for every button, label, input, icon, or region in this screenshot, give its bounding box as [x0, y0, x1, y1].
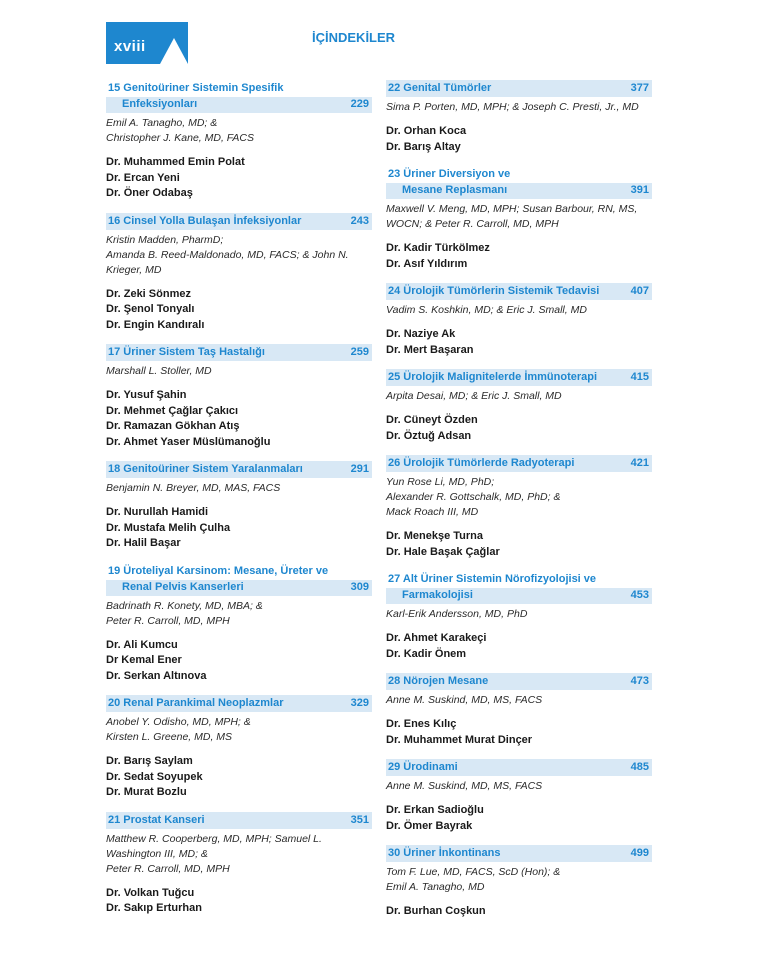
toc-chapter-entry — [106, 461, 372, 552]
page-title: İÇİNDEKİLER — [312, 30, 396, 45]
chapter-heading[interactable] — [386, 571, 652, 604]
toc-chapter-entry — [386, 80, 652, 155]
author-line: Yun Rose Li, MD, PhD; — [386, 476, 495, 488]
toc-chapter-entry — [106, 695, 372, 801]
toc-chapter-entry — [386, 845, 652, 920]
toc-left-column — [106, 80, 372, 928]
chapter-heading[interactable] — [106, 812, 372, 829]
translator-name: Dr. Volkan Tuğcu — [106, 886, 195, 899]
chapter-heading[interactable] — [106, 80, 372, 113]
chapter-page-number: 421 — [630, 457, 649, 469]
author-line: WOCN; & Peter R. Carroll, MD, MPH — [386, 218, 559, 230]
chapter-page-number: 243 — [350, 214, 369, 227]
chapter-translators — [386, 904, 652, 920]
author-line: Emil A. Tanagho, MD — [386, 881, 485, 893]
chapter-authors — [386, 389, 652, 404]
translator-name: Dr. Şenol Tonyalı — [106, 303, 195, 315]
chapter-title-line: 26 Ürolojik Tümörlerde Radyoterapi — [388, 457, 575, 469]
chapter-authors — [106, 233, 372, 278]
translator-name: Dr. Enes Kılıç — [386, 718, 457, 730]
author-line: Marshall L. Stoller, MD — [106, 365, 212, 377]
chapter-authors — [106, 481, 372, 496]
chapter-translators — [386, 124, 652, 155]
chapter-translators — [386, 241, 652, 272]
translator-name: Dr. Ramazan Gökhan Atış — [106, 420, 240, 432]
chapter-title-line: Mesane Replasmanı — [402, 184, 508, 196]
chapter-heading[interactable] — [106, 213, 372, 230]
translator-name: Dr. Hale Başak Çağlar — [386, 545, 500, 558]
chapter-page-number: 485 — [630, 761, 649, 773]
translator-name: Dr. Menekşe Turna — [386, 530, 483, 542]
author-line: Peter R. Carroll, MD, MPH — [106, 862, 230, 875]
chapter-translators — [386, 413, 652, 444]
chapter-title-line: Farmakolojisi — [402, 589, 473, 601]
chapter-title-line: 19 Üroteliyal Karsinom: Mesane, Üreter ve — [106, 563, 372, 580]
chapter-title-line: 23 Üriner Diversiyon ve — [386, 166, 652, 183]
author-line: Arpita Desai, MD; & Eric J. Small, MD — [386, 390, 562, 402]
chapter-authors — [106, 599, 372, 629]
chapter-authors — [106, 364, 372, 379]
chapter-translators — [386, 717, 652, 748]
translator-name: Dr. Nurullah Hamidi — [106, 506, 209, 518]
chapter-title-line: 20 Renal Parankimal Neoplazmlar — [108, 697, 284, 709]
toc-chapter-entry — [386, 455, 652, 560]
translator-name: Dr. Erkan Sadioğlu — [386, 804, 484, 816]
author-line: Tom F. Lue, MD, FACS, ScD (Hon); & — [386, 866, 561, 878]
translator-name: Dr. Ercan Yeni — [106, 171, 180, 184]
author-line: Amanda B. Reed-Maldonado, MD, FACS; & John N. — [106, 248, 349, 261]
translator-name: Dr. Ahmet Yaser Müslümanoğlu — [106, 435, 271, 448]
chapter-page-number: 351 — [350, 813, 369, 826]
chapter-translators — [106, 155, 372, 202]
chapter-translators — [386, 529, 652, 560]
chapter-title-line: 29 Ürodinami — [388, 761, 458, 773]
chapter-authors — [386, 475, 652, 520]
translator-name: Dr. Engin Kandıralı — [106, 318, 205, 331]
author-line: Alexander R. Gottschalk, MD, PhD; & — [386, 491, 561, 503]
author-line: Anne M. Suskind, MD, MS, FACS — [386, 780, 543, 792]
chapter-authors — [106, 832, 372, 877]
chapter-page-number: 473 — [630, 675, 649, 687]
chapter-title-line: 24 Ürolojik Tümörlerin Sistemik Tedavisi — [388, 285, 600, 297]
chapter-title-line: Renal Pelvis Kanserleri — [122, 580, 244, 593]
author-line: Badrinath R. Konety, MD, MBA; & — [106, 599, 263, 612]
page-number: xviii — [114, 38, 146, 55]
translator-name: Dr. Asıf Yıldırım — [386, 257, 468, 270]
author-line: Kristin Madden, PharmD; — [106, 233, 224, 246]
translator-name: Dr. Barış Altay — [386, 140, 461, 153]
toc-chapter-entry — [386, 166, 652, 272]
translator-name: Dr. Mert Başaran — [386, 343, 474, 356]
chapter-page-number: 291 — [350, 463, 369, 475]
author-line: Benjamin N. Breyer, MD, MAS, FACS — [106, 482, 281, 494]
chapter-page-number: 391 — [630, 184, 649, 196]
chapter-title-line: 15 Genitoüriner Sistemin Spesifik — [106, 80, 372, 97]
chapter-heading[interactable] — [106, 344, 372, 361]
toc-chapter-entry — [386, 673, 652, 748]
chapter-heading[interactable] — [386, 759, 652, 776]
toc-chapter-entry — [106, 80, 372, 202]
author-line: Maxwell V. Meng, MD, MPH; Susan Barbour, RN, MS, — [386, 203, 638, 215]
chapter-heading[interactable] — [386, 166, 652, 199]
tab-notch-decoration — [160, 38, 188, 64]
translator-name: Dr. Murat Bozlu — [106, 786, 187, 798]
chapter-title-line: 16 Cinsel Yolla Bulaşan İnfeksiyonlar — [108, 214, 302, 227]
translator-name: Dr. Muhammed Emin Polat — [106, 156, 245, 168]
author-line: Kirsten L. Greene, MD, MS — [106, 731, 233, 743]
chapter-page-number: 499 — [630, 847, 649, 859]
chapter-title-line: Enfeksiyonları — [122, 98, 198, 110]
author-line: Peter R. Carroll, MD, MPH — [106, 614, 230, 627]
chapter-translators — [386, 803, 652, 834]
chapter-translators — [106, 754, 372, 801]
chapter-title-line: 25 Ürolojik Malignitelerde İmmünoterapi — [388, 371, 598, 383]
translator-name: Dr. Mehmet Çağlar Çakıcı — [106, 404, 239, 417]
translator-name: Dr. Cüneyt Özden — [386, 414, 478, 426]
chapter-authors — [106, 715, 372, 745]
chapter-heading[interactable] — [386, 845, 652, 862]
chapter-page-number: 407 — [630, 285, 649, 297]
chapter-title-line: 28 Nörojen Mesane — [388, 675, 489, 687]
author-line: Christopher J. Kane, MD, FACS — [106, 132, 255, 144]
chapter-authors — [386, 100, 652, 115]
translator-name: Dr. Öner Odabaş — [106, 187, 193, 199]
chapter-translators — [106, 886, 372, 917]
author-line: Anne M. Suskind, MD, MS, FACS — [386, 694, 543, 706]
chapter-title-line: 18 Genitoüriner Sistem Yaralanmaları — [108, 463, 303, 475]
translator-name: Dr. Kadir Türkölmez — [386, 242, 490, 254]
translator-name: Dr. Mustafa Melih Çulha — [106, 521, 231, 534]
toc-chapter-entry — [386, 369, 652, 444]
chapter-heading[interactable] — [106, 563, 372, 596]
author-line: Anobel Y. Odisho, MD, MPH; & — [106, 716, 251, 728]
author-line: Sima P. Porten, MD, MPH; & Joseph C. Presti, Jr., MD — [386, 101, 639, 113]
chapter-page-number: 229 — [350, 98, 369, 110]
chapter-title-line: 22 Genital Tümörler — [388, 82, 492, 94]
translator-name: Dr. Halil Başar — [106, 537, 181, 549]
toc-chapter-entry — [386, 571, 652, 662]
chapter-title-line: 17 Üriner Sistem Taş Hastalığı — [108, 346, 265, 358]
translator-name: Dr Kemal Ener — [106, 654, 182, 666]
chapter-authors — [386, 607, 652, 622]
translator-name: Dr. Ali Kumcu — [106, 638, 178, 651]
translator-name: Dr. Barış Saylam — [106, 755, 193, 767]
author-line: Krieger, MD — [106, 263, 162, 276]
translator-name: Dr. Yusuf Şahin — [106, 389, 187, 401]
chapter-heading[interactable] — [386, 455, 652, 472]
chapter-authors — [386, 865, 652, 895]
chapter-translators — [106, 638, 372, 685]
translator-name: Dr. Serkan Altınova — [106, 669, 207, 682]
translator-name: Dr. Muhammet Murat Dinçer — [386, 733, 533, 746]
chapter-page-number: 259 — [350, 346, 369, 358]
author-line: Mack Roach III, MD — [386, 506, 479, 518]
chapter-authors — [386, 779, 652, 794]
chapter-page-number: 329 — [350, 697, 369, 709]
toc-right-column — [386, 80, 652, 931]
author-line: Matthew R. Cooperberg, MD, MPH; Samuel L. — [106, 832, 322, 845]
chapter-translators — [106, 287, 372, 334]
chapter-heading[interactable] — [386, 673, 652, 690]
chapter-authors — [386, 202, 652, 232]
chapter-heading[interactable] — [106, 461, 372, 478]
toc-chapter-entry — [106, 563, 372, 685]
chapter-translators — [106, 505, 372, 552]
chapter-translators — [106, 388, 372, 450]
translator-name: Dr. Kadir Önem — [386, 647, 467, 660]
chapter-authors — [386, 693, 652, 708]
translator-name: Dr. Orhan Koca — [386, 125, 467, 137]
chapter-page-number: 453 — [630, 589, 649, 601]
chapter-title-line: 30 Üriner İnkontinans — [388, 847, 501, 859]
toc-chapter-entry — [106, 344, 372, 450]
author-line: Karl-Erik Andersson, MD, PhD — [386, 608, 528, 620]
translator-name: Dr. Zeki Sönmez — [106, 287, 191, 300]
chapter-heading[interactable] — [386, 369, 652, 386]
translator-name: Dr. Burhan Coşkun — [386, 905, 486, 917]
translator-name: Dr. Sedat Soyupek — [106, 770, 203, 783]
translator-name: Dr. Sakıp Erturhan — [106, 902, 202, 914]
chapter-page-number: 377 — [630, 82, 649, 94]
chapter-translators — [386, 631, 652, 662]
author-line: Vadim S. Koshkin, MD; & Eric J. Small, MD — [386, 304, 587, 316]
chapter-page-number: 309 — [350, 580, 369, 593]
chapter-translators — [386, 327, 652, 358]
toc-chapter-entry — [386, 759, 652, 834]
chapter-title-line: 27 Alt Üriner Sistemin Nörofizyolojisi ve — [386, 571, 652, 588]
translator-name: Dr. Ömer Bayrak — [386, 819, 473, 832]
translator-name: Dr. Naziye Ak — [386, 328, 456, 340]
chapter-authors — [106, 116, 372, 146]
chapter-authors — [386, 303, 652, 318]
chapter-heading[interactable] — [386, 283, 652, 300]
toc-chapter-entry — [106, 812, 372, 917]
toc-chapter-entry — [106, 213, 372, 334]
chapter-heading[interactable] — [106, 695, 372, 712]
translator-name: Dr. Öztuğ Adsan — [386, 429, 472, 442]
chapter-page-number: 415 — [630, 371, 649, 383]
toc-chapter-entry — [386, 283, 652, 358]
author-line: Emil A. Tanagho, MD; & — [106, 117, 218, 129]
chapter-title-line: 21 Prostat Kanseri — [108, 813, 205, 826]
author-line: Washington III, MD; & — [106, 847, 208, 860]
translator-name: Dr. Ahmet Karakeçi — [386, 632, 487, 644]
chapter-heading[interactable] — [386, 80, 652, 97]
